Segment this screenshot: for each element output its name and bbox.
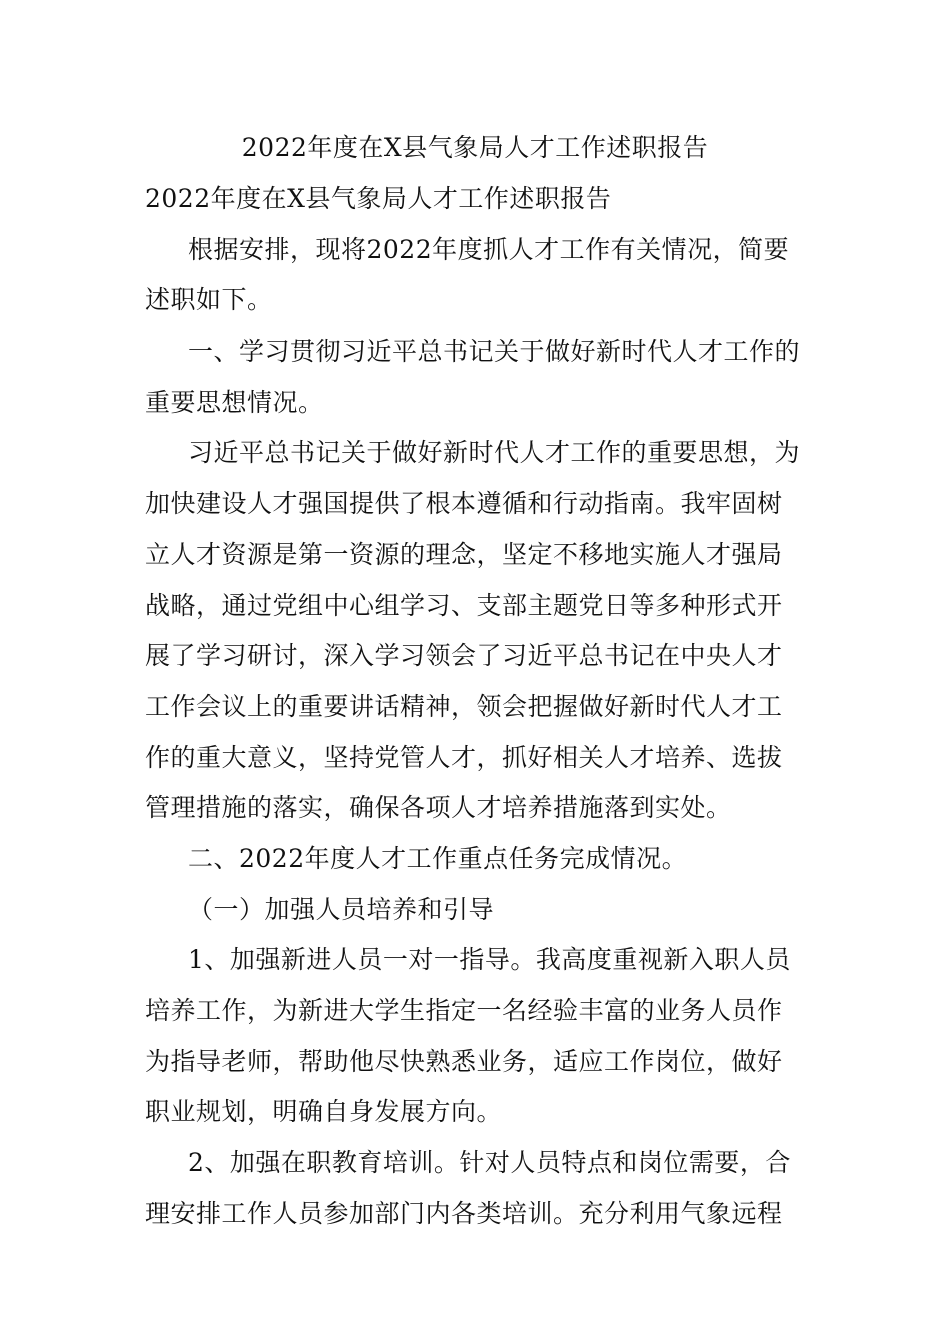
document-subtitle: 2022年度在X县气象局人才工作述职报告	[145, 184, 612, 213]
paragraph-line: 理安排工作人员参加部门内各类培训。充分利用气象远程	[145, 1199, 783, 1228]
paragraph-line: 述职如下。	[145, 285, 273, 314]
section-heading-line: 二、2022年度人才工作重点任务完成情况。	[188, 844, 688, 873]
section-heading-line: 重要思想情况。	[145, 388, 324, 417]
section-heading-line: 一、学习贯彻习近平总书记关于做好新时代人才工作的	[188, 337, 801, 366]
paragraph-line: 加快建设人才强国提供了根本遵循和行动指南。我牢固树	[145, 489, 783, 518]
paragraph-line: 职业规划，明确自身发展方向。	[145, 1097, 503, 1126]
paragraph-line: 1、加强新进人员一对一指导。我高度重视新入职人员	[188, 945, 791, 974]
paragraph-line: 作的重大意义，坚持党管人才，抓好相关人才培养、选拔	[145, 743, 783, 772]
paragraph-line: 立人才资源是第一资源的理念，坚定不移地实施人才强局	[145, 540, 783, 569]
paragraph-line: 2、加强在职教育培训。针对人员特点和岗位需要，合	[188, 1148, 791, 1177]
paragraph-line: 工作会议上的重要讲话精神，领会把握做好新时代人才工	[145, 692, 783, 721]
paragraph-line: 习近平总书记关于做好新时代人才工作的重要思想，为	[188, 438, 801, 467]
paragraph-line: 战略，通过党组中心组学习、支部主题党日等多种形式开	[145, 591, 783, 620]
paragraph-line: 培养工作，为新进大学生指定一名经验丰富的业务人员作	[145, 996, 783, 1025]
document-title: 2022年度在X县气象局人才工作述职报告	[241, 133, 709, 162]
paragraph-line: 为指导老师，帮助他尽快熟悉业务，适应工作岗位，做好	[145, 1047, 783, 1076]
paragraph-line: 管理措施的落实，确保各项人才培养措施落到实处。	[145, 793, 732, 822]
paragraph-line: 展了学习研讨，深入学习领会了习近平总书记在中央人才	[145, 641, 783, 670]
paragraph-line: 根据安排，现将2022年度抓人才工作有关情况，简要	[188, 235, 790, 264]
subsection-heading-line: （一）加强人员培养和引导	[188, 895, 495, 924]
